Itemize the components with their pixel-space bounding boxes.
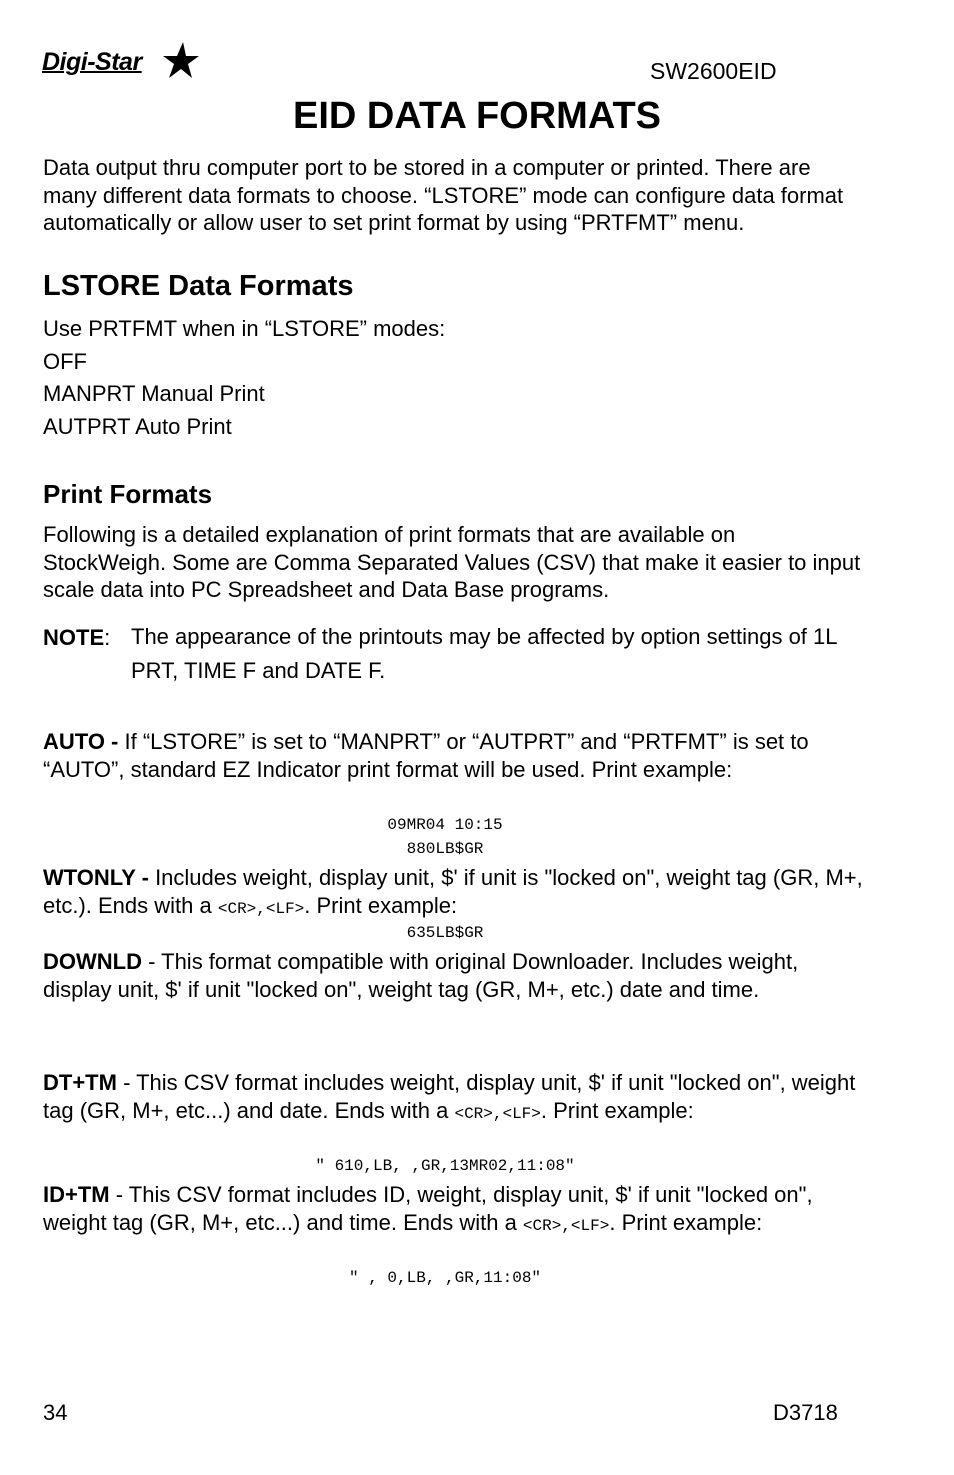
auto-example-line: 880LB$GR <box>406 840 484 858</box>
lstore-line: OFF <box>43 349 87 374</box>
idtm-format-description: ID+TM - This CSV format includes ID, weight, display unit, $' if unit "locked on", weight tag (GR, M+, etc...) and time. Ends with a <CR>,<LF>. Print example: <box>43 1182 813 1235</box>
wtonly-format-description: WTONLY - Includes weight, display unit, $' if unit is "locked on", weight tag (GR, M+, etc.). Ends with a <CR>,<LF>. Print example: <box>43 865 863 918</box>
idtm-example-line: " , 0,LB, ,GR,11:08" <box>348 1269 542 1287</box>
logo-text: Digi-Star <box>42 48 142 76</box>
dttm-example-line: " 610,LB, ,GR,13MR02,11:08" <box>315 1157 575 1175</box>
lstore-heading: LSTORE Data Formats <box>43 270 354 302</box>
page-number: 34 <box>43 1400 68 1425</box>
intro-paragraph: Data output thru computer port to be stored in a computer or printed. There are many different data formats to choose. “LSTORE” mode can configure data format automatically or allow user to set print format by using “PRTFMT” menu. <box>43 155 844 235</box>
digi-star-logo <box>42 42 202 82</box>
page-title: EID DATA FORMATS <box>293 95 661 137</box>
auto-example-line: 09MR04 10:15 <box>387 816 503 834</box>
wtonly-example-line: 635LB$GR <box>406 924 484 942</box>
model-number: SW2600EID <box>650 58 777 84</box>
print-formats-intro: Following is a detailed explanation of print formats that are available on StockWeigh. Some are Comma Separated Values (CSV) that make it easier to input scale data into PC Spreadsheet and Data Base programs. <box>43 522 861 602</box>
star-icon <box>155 42 199 82</box>
auto-format-description: AUTO - If “LSTORE” is set to “MANPRT” or “AUTPRT” and “PRTFMT” is set to “AUTO”, standard EZ Indicator print format will be used. Print example: <box>43 729 809 782</box>
note-text: The appearance of the printouts may be affected by option settings of 1L PRT, TIME F and DATE F. <box>131 624 837 683</box>
dttm-format-description: DT+TM - This CSV format includes weight, display unit, $' if unit "locked on", weight tag (GR, M+, etc...) and date. Ends with a <CR>,<LF>. Print example: <box>43 1070 856 1123</box>
print-formats-heading: Print Formats <box>43 479 213 509</box>
downld-format-description: DOWNLD - This format compatible with original Downloader. Includes weight, display unit, $' if unit "locked on", weight tag (GR, M+, etc.) date and time. <box>43 949 799 1002</box>
note-label: NOTE: <box>43 625 111 650</box>
lstore-line: AUTPRT Auto Print <box>43 414 232 439</box>
lstore-line: Use PRTFMT when in “LSTORE” modes: <box>43 316 446 341</box>
document-number: D3718 <box>773 1400 838 1425</box>
lstore-line: MANPRT Manual Print <box>43 381 265 406</box>
